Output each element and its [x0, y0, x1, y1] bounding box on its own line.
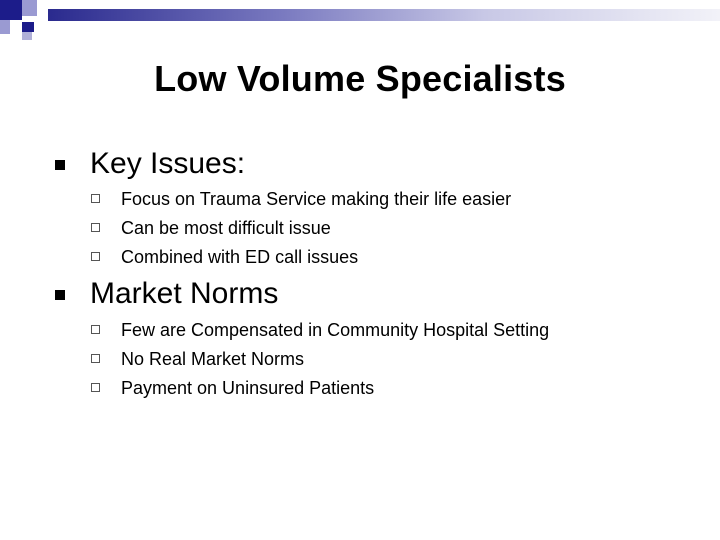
- section-heading: Market Norms: [90, 277, 279, 310]
- square-bullet-icon: [55, 160, 65, 170]
- list-item-text: Focus on Trauma Service making their life easier: [121, 189, 512, 209]
- list-item-text: Can be most difficult issue: [121, 218, 331, 238]
- decor-square: [12, 32, 21, 42]
- checkbox-bullet-icon: [91, 252, 100, 261]
- decor-square: [22, 32, 32, 40]
- section-heading: Key Issues:: [90, 147, 246, 180]
- list-item-text: Combined with ED call issues: [121, 247, 359, 267]
- checkbox-bullet-icon: [91, 194, 100, 203]
- decor-square: [10, 20, 20, 30]
- decor-square: [22, 0, 37, 16]
- list-item-text: Few are Compensated in Community Hospital Setting: [121, 320, 550, 340]
- list-item-text: Payment on Uninsured Patients: [121, 378, 375, 398]
- checkbox-bullet-icon: [91, 223, 100, 232]
- decor-square: [0, 20, 10, 34]
- list-item-text: No Real Market Norms: [121, 349, 305, 369]
- slide-title: Low Volume Specialists: [154, 58, 566, 99]
- checkbox-bullet-icon: [91, 383, 100, 392]
- decor-square: [22, 22, 34, 32]
- decor-square: [0, 0, 22, 20]
- header-gradient-bar: [48, 9, 720, 21]
- square-bullet-icon: [55, 290, 65, 300]
- checkbox-bullet-icon: [91, 325, 100, 334]
- checkbox-bullet-icon: [91, 354, 100, 363]
